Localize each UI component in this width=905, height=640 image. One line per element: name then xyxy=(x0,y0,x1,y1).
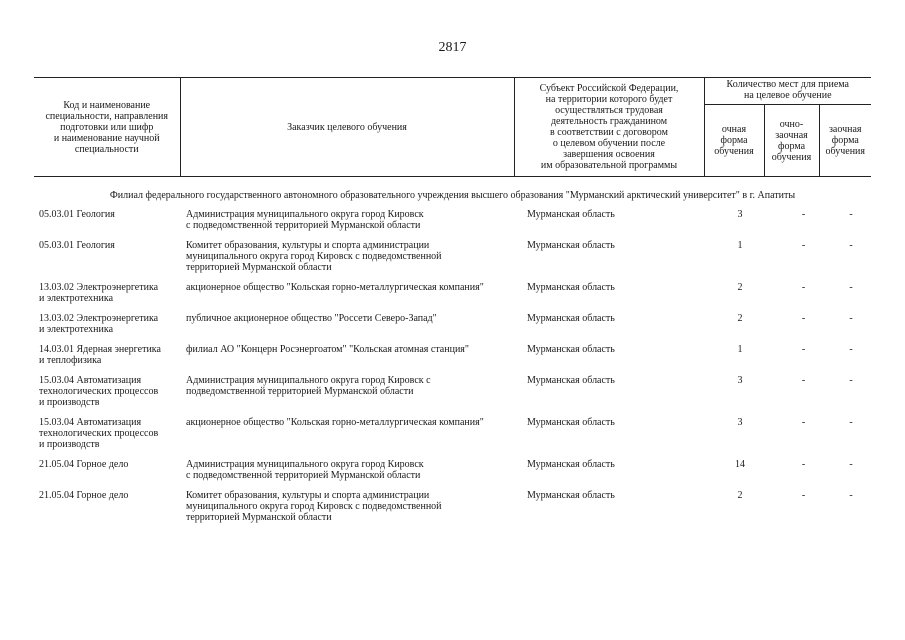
row-region: Мурманская область xyxy=(527,240,615,251)
table-row xyxy=(34,313,871,335)
header-customer: Заказчик целевого обучения xyxy=(180,78,514,177)
row-region: Мурманская область xyxy=(527,313,615,324)
table-row xyxy=(34,490,871,523)
row-part-time: - xyxy=(801,459,806,470)
table-row xyxy=(34,459,871,481)
row-region: Мурманская область xyxy=(527,282,615,293)
row-correspondence: - xyxy=(849,209,853,220)
row-full-time: 3 xyxy=(737,209,743,220)
row-correspondence: - xyxy=(849,490,853,501)
table-row xyxy=(34,282,871,304)
page-number: 2817 xyxy=(438,40,467,55)
row-part-time: - xyxy=(801,375,806,386)
row-customer: Администрация муниципального округа город Кировск с подведомственной территорией Мурманской области xyxy=(186,209,424,231)
row-part-time: - xyxy=(801,240,806,251)
row-code: 13.03.02 Электроэнергетика и электротехника xyxy=(39,282,159,304)
row-customer: Комитет образования, культуры и спорта администрации муниципального округа город Кировск с подведомственной территорией Мурманской области xyxy=(186,240,442,273)
header-places: Количество мест для приема на целевое обучение xyxy=(704,78,871,105)
row-customer: Администрация муниципального округа город Кировск с подведомственной территорией Мурманской области xyxy=(186,459,424,481)
row-code: 21.05.04 Горное дело xyxy=(39,459,129,470)
row-code: 15.03.04 Автоматизация технологических процессов и производств xyxy=(39,375,159,408)
table-row xyxy=(34,209,871,231)
row-full-time: 3 xyxy=(737,375,743,386)
row-part-time: - xyxy=(801,417,806,428)
row-region: Мурманская область xyxy=(527,344,615,355)
row-part-time: - xyxy=(801,313,806,324)
row-code: 05.03.01 Геология xyxy=(39,209,115,220)
header-correspondence: заочная форма обучения xyxy=(819,105,871,177)
row-customer: акционерное общество "Кольская горно-металлургическая компания" xyxy=(186,417,484,428)
table-row xyxy=(34,240,871,273)
row-region: Мурманская область xyxy=(527,490,615,501)
row-full-time: 1 xyxy=(737,344,743,355)
row-region: Мурманская область xyxy=(527,459,615,470)
branch-title: Филиал федерального государственного автономного образовательного учреждения высшего образования "Мурманский арктический университет" в г. Апатиты xyxy=(109,190,796,201)
row-customer: Администрация муниципального округа город Кировск с подведомственной территорией Мурманской области xyxy=(186,375,431,397)
row-full-time: 1 xyxy=(737,240,743,251)
row-full-time: 14 xyxy=(735,459,745,470)
row-code: 05.03.01 Геология xyxy=(39,240,115,251)
row-customer: акционерное общество "Кольская горно-металлургическая компания" xyxy=(186,282,484,293)
table-body xyxy=(34,209,871,532)
row-correspondence: - xyxy=(849,417,853,428)
row-part-time: - xyxy=(801,209,806,220)
row-region: Мурманская область xyxy=(527,417,615,428)
row-correspondence: - xyxy=(849,313,853,324)
table-row xyxy=(34,375,871,408)
table-row xyxy=(34,417,871,450)
row-region: Мурманская область xyxy=(527,375,615,386)
row-full-time: 3 xyxy=(737,417,743,428)
row-correspondence: - xyxy=(849,344,853,355)
row-part-time: - xyxy=(801,490,806,501)
row-correspondence: - xyxy=(849,282,853,293)
row-part-time: - xyxy=(801,344,806,355)
row-correspondence: - xyxy=(849,240,853,251)
table-row xyxy=(34,344,871,366)
row-correspondence: - xyxy=(849,459,853,470)
row-customer: публичное акционерное общество "Россети Северо-Запад" xyxy=(186,313,437,324)
row-customer: Комитет образования, культуры и спорта администрации муниципального округа город Кировск с подведомственной территорией Мурманской области xyxy=(186,490,442,523)
header-part-time: очно- заочная форма обучения xyxy=(764,105,819,177)
row-part-time: - xyxy=(801,282,806,293)
header-region: Субъект Российской Федерации, на территории которого будет осуществляться трудовая деятельность гражданином в соответствии с договором о целевом обучении после завершения освоения им образовательной программы xyxy=(514,78,704,177)
table-header xyxy=(34,77,871,177)
row-customer: филиал АО "Концерн Росэнергоатом" "Кольская атомная станция" xyxy=(186,344,469,355)
row-correspondence: - xyxy=(849,375,853,386)
header-full-time: очная форма обучения xyxy=(704,105,764,177)
row-full-time: 2 xyxy=(737,490,743,501)
row-code: 13.03.02 Электроэнергетика и электротехника xyxy=(39,313,159,335)
header-code: Код и наименование специальности, направления подготовки или шифр и наименование научной специальности xyxy=(34,78,180,177)
row-full-time: 2 xyxy=(737,313,743,324)
row-code: 14.03.01 Ядерная энергетика и теплофизика xyxy=(39,344,161,366)
row-code: 21.05.04 Горное дело xyxy=(39,490,129,501)
row-region: Мурманская область xyxy=(527,209,615,220)
row-code: 15.03.04 Автоматизация технологических процессов и производств xyxy=(39,417,159,450)
row-full-time: 2 xyxy=(737,282,743,293)
